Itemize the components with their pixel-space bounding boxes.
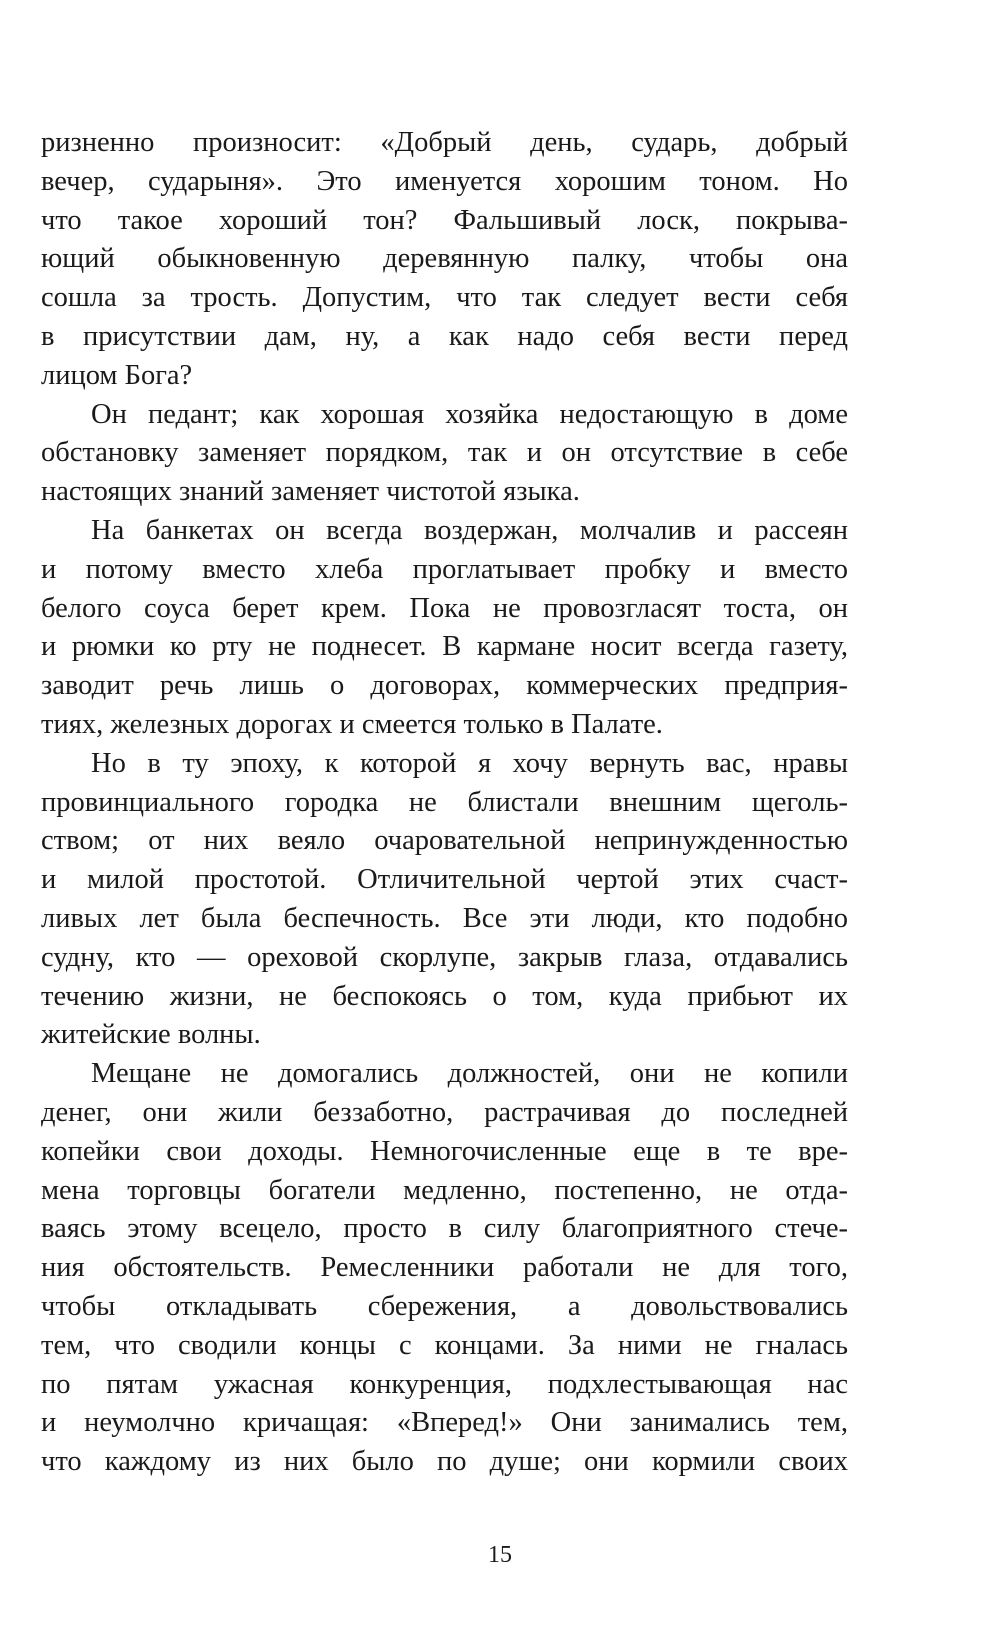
text-line: тем, что сводили концы с концами. За ними не гналась xyxy=(41,1329,848,1361)
text-line: судну, кто — ореховой скорлупе, закрыв глаза, отдавались xyxy=(41,941,848,973)
page-number: 15 xyxy=(488,1542,512,1568)
text-line: сошла за трость. Допустим, что так следует вести себя xyxy=(41,282,848,314)
text-line: и рюмки ко рту не поднесет. В кармане носит всегда газету, xyxy=(41,631,848,663)
text-line: и милой простотой. Отличительной чертой этих счаст- xyxy=(41,864,848,896)
paragraph xyxy=(41,124,848,396)
body-text xyxy=(41,124,848,1482)
text-line: ством; от них веяло очаровательной непринужденностью xyxy=(41,825,848,857)
text-line: провинциального городка не блистали внешним щеголь- xyxy=(41,786,848,818)
text-line: ваясь этому всецело, просто в силу благоприятного стече- xyxy=(41,1213,848,1245)
text-line: ния обстоятельств. Ремесленники работали не для того, xyxy=(41,1252,848,1284)
text-line: тиях, железных дорогах и смеется только в Палате. xyxy=(41,708,663,740)
text-line: Мещане не домогались должностей, они не копили xyxy=(91,1058,848,1090)
text-line: и потому вместо хлеба проглатывает пробку и вместо xyxy=(41,553,848,585)
text-line: мена торговцы богатели медленно, постепенно, не отда- xyxy=(41,1174,848,1206)
text-line: белого соуса берет крем. Пока не провозгласят тоста, он xyxy=(41,592,848,624)
text-line: по пятам ужасная конкуренция, подхлестывающая нас xyxy=(41,1368,848,1400)
text-line: лицом Бога? xyxy=(41,359,193,391)
text-line: Он педант; как хорошая хозяйка недостающую в доме xyxy=(91,398,848,430)
text-line: денег, они жили беззаботно, растрачивая до последней xyxy=(41,1096,848,1128)
text-line: и неумолчно кричащая: «Вперед!» Они занимались тем, xyxy=(41,1407,848,1439)
paragraph xyxy=(41,745,848,1055)
text-line: ризненно произносит: «Добрый день, сударь, добрый xyxy=(41,127,848,158)
text-line: в присутствии дам, ну, а как надо себя вести перед xyxy=(41,320,848,352)
text-line: обстановку заменяет порядком, так и он отсутствие в себе xyxy=(41,437,848,469)
text-line: ющий обыкновенную деревянную палку, чтобы она xyxy=(41,243,848,275)
text-line: течению жизни, не беспокоясь о том, куда прибьют их xyxy=(41,980,848,1012)
text-line: На банкетах он всегда воздержан, молчалив и рассеян xyxy=(91,514,848,546)
paragraph xyxy=(41,1055,848,1482)
text-line: Но в ту эпоху, к которой я хочу вернуть вас, нравы xyxy=(91,747,848,779)
text-line: что такое хороший тон? Фальшивый лоск, покрыва- xyxy=(41,204,848,236)
text-line: заводит речь лишь о договорах, коммерческих предприя- xyxy=(41,670,848,702)
text-line: что каждому из них было по душе; они кормили своих xyxy=(41,1446,848,1478)
text-line: ливых лет была беспечность. Все эти люди, кто подобно xyxy=(41,902,848,934)
text-line: житейские волны. xyxy=(41,1019,261,1051)
text-line: копейки свои доходы. Немногочисленные еще в те вре- xyxy=(41,1135,848,1167)
text-line: вечер, сударыня». Это именуется хорошим тоном. Но xyxy=(41,165,848,197)
text-line: чтобы откладывать сбережения, а довольствовались xyxy=(41,1290,848,1322)
text-line: настоящих знаний заменяет чистотой языка. xyxy=(41,476,580,508)
paragraph xyxy=(41,512,848,745)
paragraph xyxy=(41,396,848,512)
